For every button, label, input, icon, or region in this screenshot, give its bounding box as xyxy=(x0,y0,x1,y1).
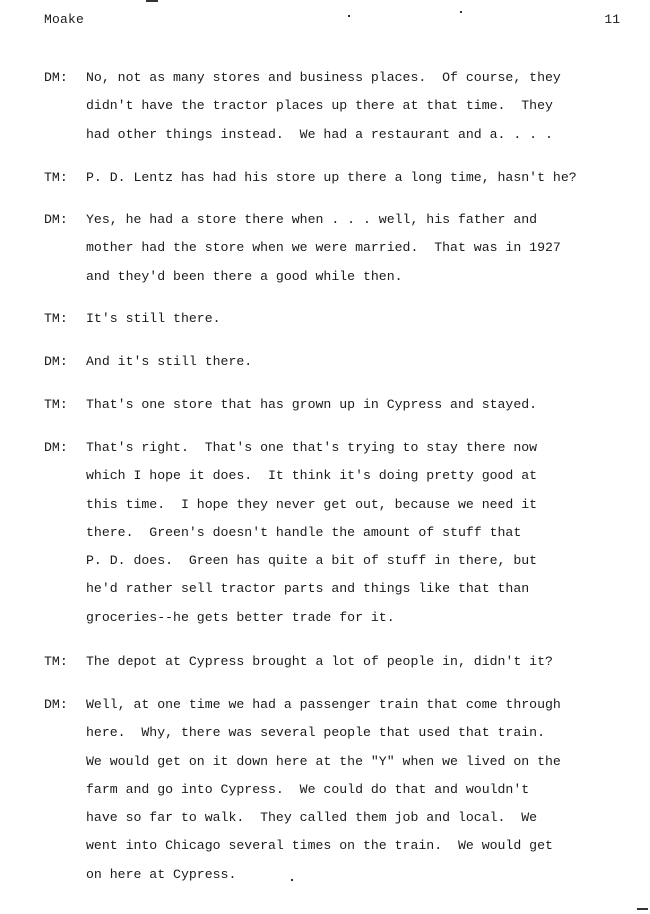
scan-speck xyxy=(348,15,350,17)
speech-text xyxy=(86,348,646,376)
speech-line: which I hope it does. It think it's doing pretty good at xyxy=(86,468,538,484)
speaker-label: DM: xyxy=(44,697,68,712)
page-number: 11 xyxy=(604,12,620,27)
speaker-label: DM: xyxy=(44,440,68,455)
speaker-label: DM: xyxy=(44,212,68,227)
speech-line: Well, at one time we had a passenger train that come through xyxy=(86,697,561,712)
speech-line: this time. I hope they never get out, because we need it xyxy=(86,496,538,512)
speaker-label: DM: xyxy=(44,354,68,369)
speech-text xyxy=(86,305,646,333)
scan-speck xyxy=(460,11,462,13)
speaker-label: TM: xyxy=(44,397,68,412)
speech-line: here. Why, there was several people that used that train. xyxy=(86,725,545,741)
speech-line: Yes, he had a store there when . . . well, his father and xyxy=(86,212,538,227)
speech-line: That's one store that has grown up in Cypress and stayed. xyxy=(86,397,538,412)
interviewee-name-header: Moake xyxy=(44,12,85,27)
speech-line: have so far to walk. They called them job and local. We xyxy=(86,810,538,826)
speech-line: there. Green's doesn't handle the amount of stuff that xyxy=(86,524,522,540)
speech-text xyxy=(86,434,646,632)
speech-line: We would get on it down here at the "Y" when we lived on the xyxy=(86,753,561,769)
speech-line: and they'd been there a good while then. xyxy=(86,268,403,284)
speech-text xyxy=(86,648,646,676)
speech-line: mother had the store when we were married. That was in 1927 xyxy=(86,240,561,256)
speech-line: The depot at Cypress brought a lot of people in, didn't it? xyxy=(86,654,553,669)
scan-speck xyxy=(637,908,648,910)
speech-line: P. D. Lentz has had his store up there a long time, hasn't he? xyxy=(86,170,577,185)
speech-line: No, not as many stores and business places. Of course, they xyxy=(86,70,561,85)
speaker-label: TM: xyxy=(44,311,68,326)
speaker-label: TM: xyxy=(44,170,68,185)
speech-line: went into Chicago several times on the train. We would get xyxy=(86,838,553,854)
speech-text xyxy=(86,691,646,889)
speech-text xyxy=(86,64,646,149)
speaker-label: TM: xyxy=(44,654,68,669)
speech-line: didn't have the tractor places up there at that time. They xyxy=(86,98,553,114)
speech-line: on here at Cypress. xyxy=(86,866,237,882)
speech-text xyxy=(86,391,646,419)
scan-speck xyxy=(146,0,158,2)
speech-text xyxy=(86,164,646,192)
speech-line: P. D. does. Green has quite a bit of stuff in there, but xyxy=(86,553,538,569)
speech-line: he'd rather sell tractor parts and things like that than xyxy=(86,581,530,597)
speech-line: had other things instead. We had a restaurant and a. . . . xyxy=(86,126,553,142)
speech-line: groceries--he gets better trade for it. xyxy=(86,609,395,625)
speech-line: farm and go into Cypress. We could do that and wouldn't xyxy=(86,781,530,797)
speech-line: And it's still there. xyxy=(86,354,253,369)
speech-line: It's still there. xyxy=(86,311,221,326)
speech-line: That's right. That's one that's trying to stay there now xyxy=(86,440,538,455)
speaker-label: DM: xyxy=(44,70,68,85)
speech-text xyxy=(86,206,646,291)
